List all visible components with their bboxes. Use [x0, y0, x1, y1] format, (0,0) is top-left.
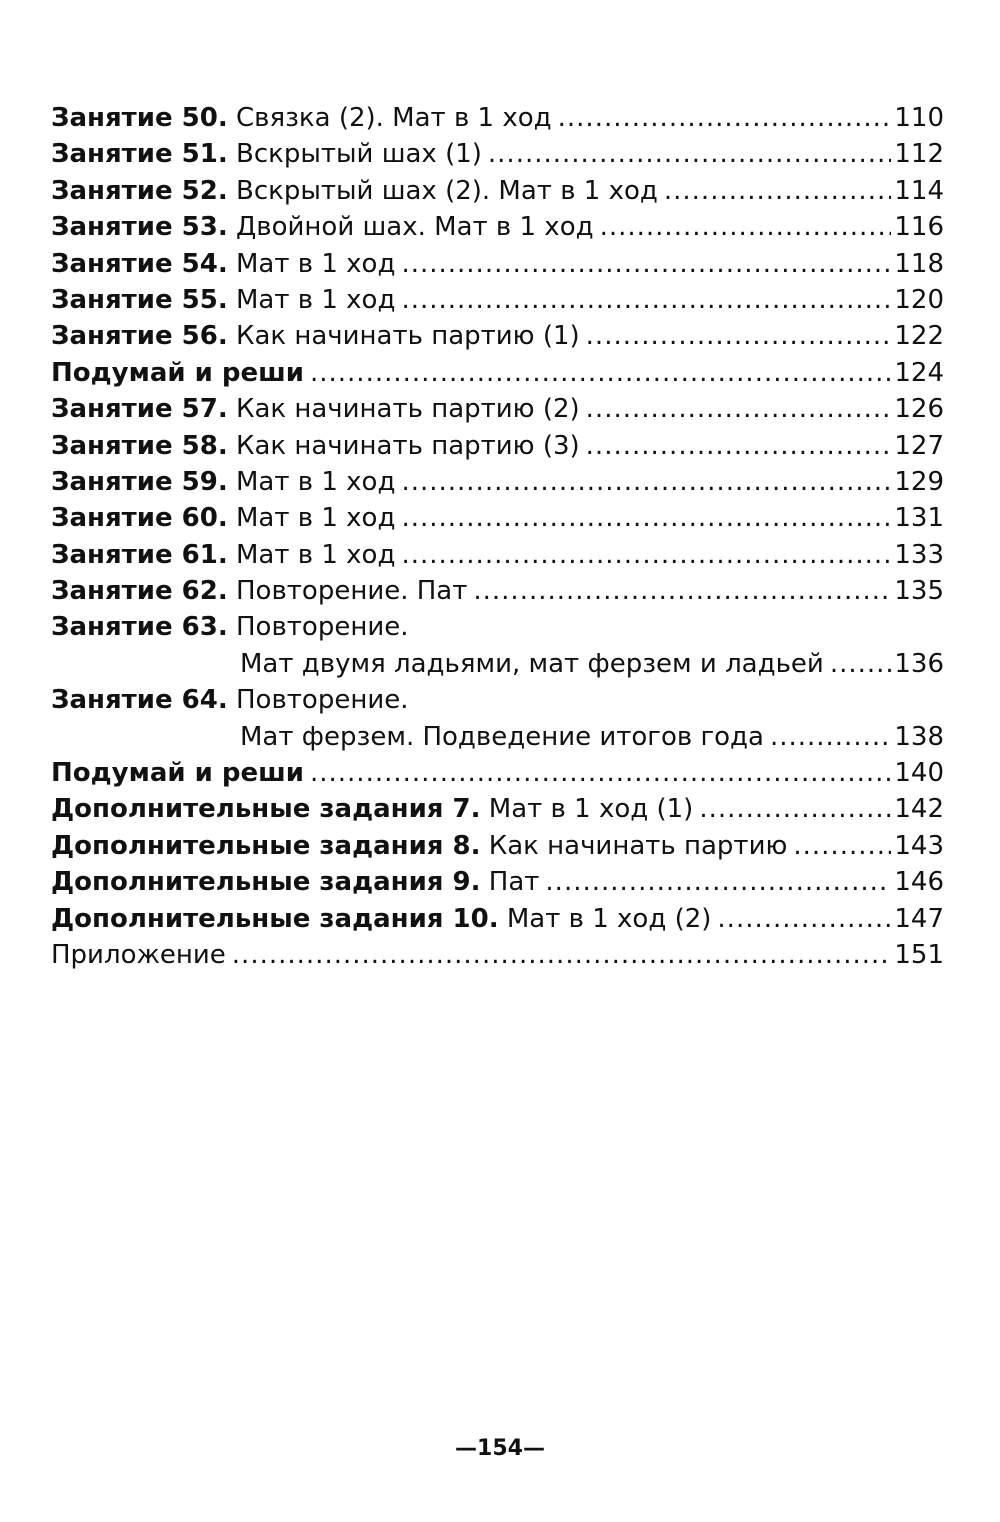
toc-entry-lesson: Дополнительные задания 9. — [51, 867, 481, 898]
toc-entry-text: Как начинать партию — [480, 830, 788, 861]
toc-page-number: 112 — [894, 139, 944, 170]
toc-entry-lesson: Подумай и реши — [51, 758, 304, 789]
toc-leader-dots — [558, 100, 892, 136]
toc-entry-text: Повторение. — [227, 612, 409, 643]
toc-page-number: 110 — [894, 103, 944, 133]
toc-page-number: 116 — [894, 212, 944, 243]
page-number-footer: —154— — [455, 1436, 545, 1461]
toc-leader-dots — [770, 719, 891, 755]
toc-leader-dots — [586, 318, 892, 354]
toc-row — [51, 864, 944, 900]
toc-row-continuation — [51, 719, 944, 755]
toc-row — [51, 901, 944, 937]
toc-leader-dots — [401, 500, 891, 536]
toc-leader-dots — [793, 828, 891, 864]
toc-entry-title — [51, 682, 408, 718]
toc-row — [51, 428, 944, 464]
toc-page-number: 129 — [894, 466, 944, 497]
toc-entry-title — [51, 719, 764, 755]
toc-page-number: 133 — [894, 539, 944, 570]
toc-entry-text: Пат — [480, 867, 540, 898]
toc-entry-text: Связка (2). Мат в 1 ход — [227, 103, 552, 133]
toc-page-number: 138 — [894, 721, 944, 752]
toc-page-number: 131 — [894, 503, 944, 534]
toc-page-number: 124 — [894, 357, 944, 388]
toc-entry-lesson: Занятие 60. — [51, 503, 228, 534]
toc-entry-title — [51, 136, 482, 172]
toc-leader-dots — [401, 282, 891, 318]
toc-leader-dots — [401, 246, 891, 282]
toc-row — [51, 355, 944, 391]
toc-row — [51, 537, 944, 573]
toc-leader-dots — [600, 209, 892, 245]
toc-entry-lesson: Занятие 58. — [51, 430, 228, 461]
toc-row — [51, 682, 944, 718]
toc-entry-lesson: Занятие 62. — [51, 576, 228, 607]
toc-entry-lesson: Занятие 53. — [51, 212, 228, 243]
toc-leader-dots — [401, 464, 891, 500]
toc-entry-lesson: Занятие 54. — [51, 248, 228, 279]
toc-entry-lesson: Дополнительные задания 10. — [51, 903, 499, 934]
toc-entry-text: Мат в 1 ход — [227, 466, 396, 497]
toc-entry-lesson: Занятие 51. — [51, 139, 228, 170]
toc-entry-lesson: Занятие 57. — [51, 394, 228, 425]
table-of-contents — [51, 100, 944, 973]
toc-row-continuation — [51, 646, 944, 682]
toc-row — [51, 464, 944, 500]
toc-entry-text: Как начинать партию (3) — [227, 430, 580, 461]
toc-entry-title — [51, 282, 395, 318]
toc-page-number: 126 — [894, 394, 944, 425]
toc-entry-lesson: Занятие 64. — [51, 685, 228, 716]
toc-entry-lesson: Занятие 61. — [51, 539, 228, 570]
toc-row — [51, 136, 944, 172]
toc-row — [51, 828, 944, 864]
toc-entry-title — [51, 646, 824, 682]
toc-entry-lesson: Подумай и реши — [51, 357, 304, 388]
toc-leader-dots — [664, 173, 891, 209]
toc-entry-title — [51, 828, 787, 864]
toc-leader-dots — [586, 391, 892, 427]
toc-entry-text: Вскрытый шах (1) — [227, 139, 482, 170]
toc-entry-title — [51, 573, 467, 609]
toc-leader-dots — [699, 791, 891, 827]
toc-page-number: 122 — [894, 321, 944, 352]
toc-page-number: 118 — [894, 248, 944, 279]
toc-entry-text: Двойной шах. Мат в 1 ход — [227, 212, 594, 243]
toc-row — [51, 937, 944, 973]
toc-page-number: 147 — [894, 903, 944, 934]
toc-entry-text: Мат в 1 ход (1) — [480, 794, 694, 825]
toc-entry-lesson: Дополнительные задания 8. — [51, 830, 481, 861]
toc-leader-dots — [717, 901, 891, 937]
toc-row — [51, 391, 944, 427]
toc-entry-title — [51, 173, 658, 209]
toc-entry-title — [51, 791, 693, 827]
toc-entry-text: Мат двумя ладьями, мат ферзем и ладьей — [240, 648, 824, 679]
toc-page-number: 151 — [894, 939, 944, 970]
toc-entry-lesson: Занятие 55. — [51, 284, 228, 315]
toc-entry-title — [51, 864, 539, 900]
toc-leader-dots — [232, 937, 892, 973]
toc-entry-title — [51, 755, 304, 791]
toc-entry-lesson: Занятие 63. — [51, 612, 228, 643]
toc-entry-lesson: Дополнительные задания 7. — [51, 794, 481, 825]
toc-entry-text: Мат в 1 ход — [227, 539, 396, 570]
toc-entry-text: Повторение. Пат — [227, 576, 468, 607]
toc-entry-text: Мат в 1 ход — [227, 503, 396, 534]
toc-entry-title — [51, 901, 711, 937]
toc-page-number: 143 — [894, 830, 944, 861]
toc-leader-dots — [310, 755, 891, 791]
toc-entry-title — [51, 537, 395, 573]
toc-page-number: 136 — [894, 648, 944, 679]
toc-leader-dots — [473, 573, 891, 609]
toc-row — [51, 573, 944, 609]
toc-leader-dots — [310, 355, 891, 391]
toc-entry-text: Мат ферзем. Подведение итогов года — [240, 721, 764, 752]
toc-entry-title — [51, 609, 408, 645]
toc-leader-dots — [586, 428, 892, 464]
toc-row — [51, 500, 944, 536]
toc-entry-title — [51, 100, 552, 136]
toc-entry-title — [51, 428, 580, 464]
toc-entry-text: Мат в 1 ход — [227, 284, 396, 315]
toc-page-number: 120 — [894, 284, 944, 315]
toc-entry-text: Приложение — [51, 939, 226, 970]
toc-entry-title — [51, 318, 580, 354]
toc-entry-lesson: Занятие 52. — [51, 175, 228, 206]
toc-row — [51, 282, 944, 318]
toc-row — [51, 755, 944, 791]
toc-page-number: 146 — [894, 867, 944, 898]
toc-entry-lesson: Занятие 56. — [51, 321, 228, 352]
toc-entry-title — [51, 355, 304, 391]
toc-row — [51, 609, 944, 645]
toc-row — [51, 209, 944, 245]
toc-entry-text: Мат в 1 ход — [227, 248, 396, 279]
toc-entry-text: Мат в 1 ход (2) — [498, 903, 712, 934]
toc-row — [51, 318, 944, 354]
toc-entry-title — [51, 500, 395, 536]
toc-page-number: 127 — [894, 430, 944, 461]
toc-row — [51, 173, 944, 209]
toc-entry-title — [51, 209, 594, 245]
toc-entry-text: Вскрытый шах (2). Мат в 1 ход — [227, 175, 658, 206]
toc-page-number: 135 — [894, 576, 944, 607]
toc-entry-text: Как начинать партию (2) — [227, 394, 580, 425]
toc-entry-text: Повторение. — [227, 685, 409, 716]
toc-page-number: 142 — [894, 794, 944, 825]
toc-leader-dots — [488, 136, 891, 172]
toc-leader-dots — [830, 646, 892, 682]
toc-row — [51, 791, 944, 827]
toc-row — [51, 100, 944, 136]
toc-page-number: 114 — [894, 175, 944, 206]
toc-entry-title — [51, 464, 395, 500]
toc-leader-dots — [545, 864, 891, 900]
toc-row — [51, 246, 944, 282]
toc-entry-title — [51, 937, 226, 973]
toc-entry-title — [51, 246, 395, 282]
toc-leader-dots — [401, 537, 891, 573]
toc-page-number: 140 — [894, 758, 944, 789]
toc-entry-title — [51, 391, 580, 427]
toc-entry-lesson: Занятие 50. — [51, 103, 228, 133]
toc-entry-text: Как начинать партию (1) — [227, 321, 580, 352]
toc-entry-lesson: Занятие 59. — [51, 466, 228, 497]
